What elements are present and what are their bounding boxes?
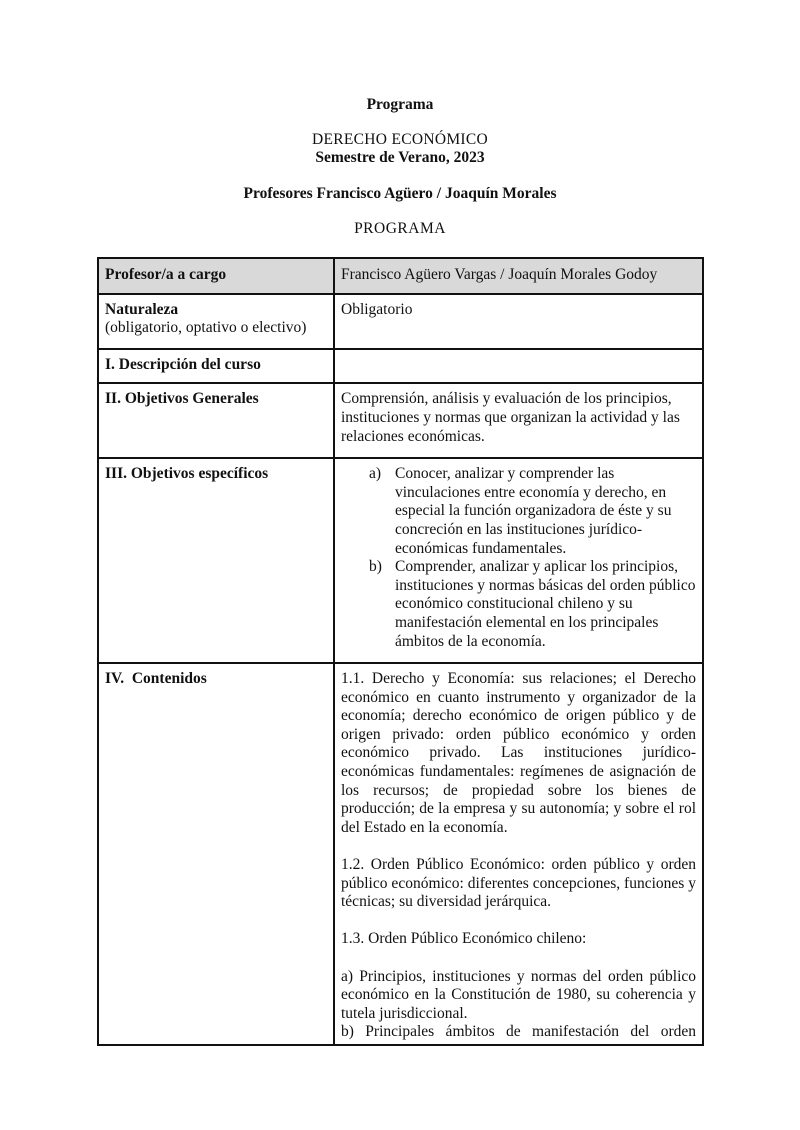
list-item: b) Comprender, analizar y aplicar los principios, instituciones y normas básicas del orden público económico constitucional chileno y su manifestación elemental en los principales ámbitos de la economía. — [369, 558, 696, 650]
contents-paragraph: 1.2. Orden Público Económico: orden público y orden público económico: diferentes concepciones, funciones y técnicas; su diversidad jerárquica. — [341, 856, 696, 911]
course-heading — [0, 131, 800, 167]
syllabus-table — [97, 257, 704, 1046]
table-row-specific-objectives — [98, 458, 703, 663]
list-item: a) Conocer, analizar y comprender las vinculaciones entre economía y derecho, en especial la función organizadora de éste y su concreción en las instituciones jurídico-económicas fundamentales. — [369, 465, 672, 557]
course-name: DERECHO ECONÓMICO — [311, 131, 489, 148]
row-label: Profesor/a a cargo — [98, 258, 334, 294]
section-title: PROGRAMA — [354, 220, 446, 237]
program-label: Programa — [366, 96, 434, 113]
row-label: III. Objetivos específicos — [98, 458, 334, 663]
contents-paragraph: 1.1. Derecho y Economía: sus relaciones; el Derecho económico en cuanto instrumento y organizador de la economía; derecho económico de origen público y de origen privado: orden público económico y orden económico privado. Las instituciones jurídico-económicas fundamentales: regímenes de asignación de los recursos; de propiedad sobre los bienes de producción; de la empresa y su autonomía; y sobre el rol del Estado en la economía. — [341, 670, 696, 836]
contents-paragraph: a) Principios, instituciones y normas del orden público económico en la Constitución de 1980, su coherencia y tutela jurisdiccional. — [341, 967, 696, 1022]
contents-paragraph: 1.3. Orden Público Económico chileno: — [341, 930, 587, 948]
row-label: I. Descripción del curso — [98, 349, 334, 384]
table-row-contents — [98, 663, 703, 1045]
contents-paragraph: b) Principales ámbitos de manifestación del orden — [341, 1023, 696, 1041]
row-value — [334, 458, 703, 663]
row-label: Naturaleza (obligatorio, optativo o electivo) — [98, 294, 334, 349]
row-value: Comprensión, análisis y evaluación de los principios, instituciones y normas que organizan la actividad y las relaciones económicas. — [334, 383, 703, 458]
semester: Semestre de Verano, 2023 — [315, 149, 485, 166]
objectives-list — [341, 465, 696, 651]
row-label: II. Objetivos Generales — [98, 383, 334, 458]
table-row-professor — [98, 258, 703, 294]
row-value — [334, 349, 703, 384]
table-row-nature — [98, 294, 703, 349]
row-value: Francisco Agüero Vargas / Joaquín Morales Godoy — [334, 258, 703, 294]
row-value: Obligatorio — [334, 294, 703, 349]
table-row-description — [98, 349, 703, 384]
row-label: IV. Contenidos — [98, 663, 334, 1045]
professors-line: Profesores Francisco Agüero / Joaquín Morales — [243, 185, 557, 202]
table-row-general-objectives — [98, 383, 703, 458]
row-value — [334, 663, 703, 1045]
